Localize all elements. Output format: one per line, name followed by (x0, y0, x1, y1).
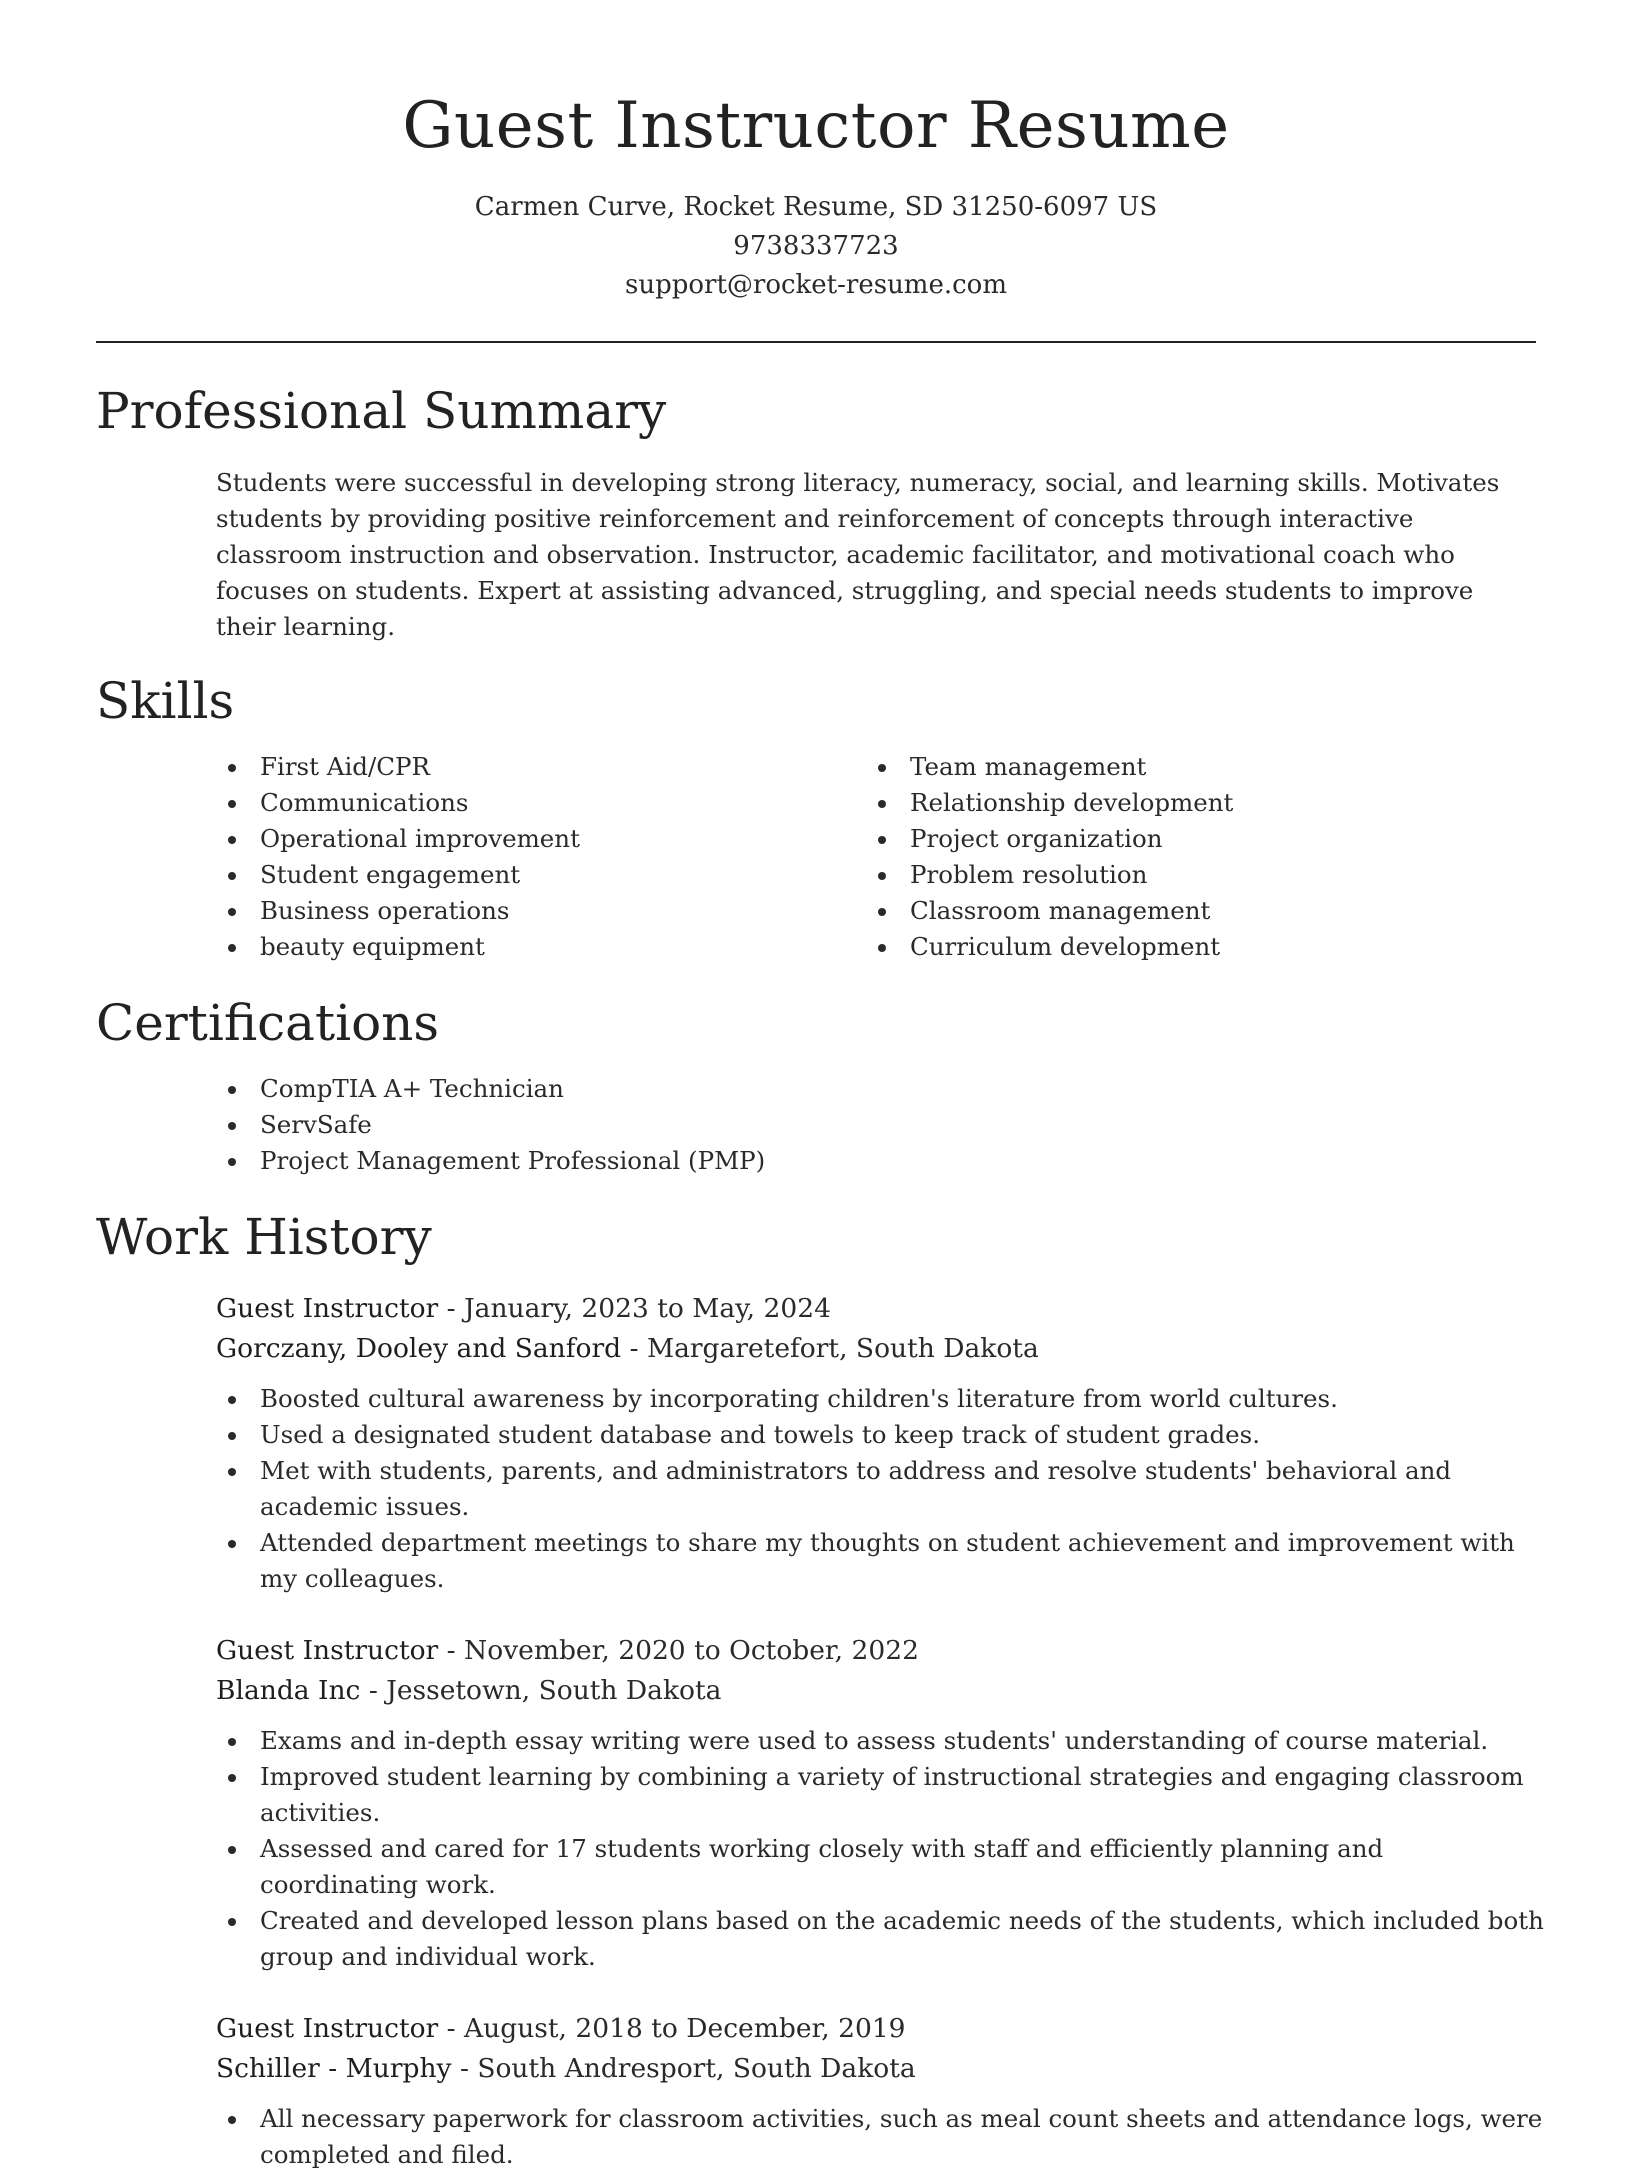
skills-grid (216, 749, 1536, 965)
skill-item: Team management (866, 749, 1516, 785)
job-duties-list (216, 1723, 1546, 1975)
job-duty: Attended department meetings to share my thoughts on student achievement and improvement with my colleagues. (216, 1525, 1546, 1597)
skills-heading: Skills (96, 672, 235, 730)
header-divider (96, 341, 1536, 343)
contact-address: Carmen Curve, Rocket Resume, SD 31250-6097 US (474, 192, 1158, 222)
job-company: Schiller - Murphy (216, 2053, 452, 2084)
skills-column-right (866, 749, 1516, 965)
job-location: Margaretefort, South Dakota (646, 1333, 1039, 1364)
skills-column-left (216, 749, 866, 965)
job-duty: All necessary paperwork for classroom activities, such as meal count sheets and attendance logs, were completed and filed. (216, 2101, 1546, 2173)
job-title-line (216, 1631, 1536, 1671)
skill-item: Communications (216, 785, 866, 821)
contact-email: support@rocket-resume.com (624, 270, 1007, 300)
skill-item: Curriculum development (866, 929, 1516, 965)
skill-item: Classroom management (866, 893, 1516, 929)
contact-phone: 9738337723 (733, 231, 899, 261)
job-duty: Used a designated student database and towels to keep track of student grades. (216, 1417, 1546, 1453)
certifications-list (216, 1071, 1536, 1179)
job-location: Jessetown, South Dakota (386, 1675, 722, 1706)
job-duty: Improved student learning by combining a variety of instructional strategies and engaging classroom activities. (216, 1759, 1546, 1831)
job-separator: - (360, 1675, 387, 1706)
job-title: Guest Instructor (216, 1293, 439, 1324)
job-company-line (216, 1671, 1536, 1711)
job-entry (216, 1289, 1536, 1597)
job-company-line (216, 1329, 1536, 1369)
certification-item: CompTIA A+ Technician (216, 1071, 1536, 1107)
job-separator: - (621, 1333, 647, 1364)
job-dates: January, 2023 to May, 2024 (464, 1293, 831, 1324)
certification-item: ServSafe (216, 1107, 1536, 1143)
job-entry (216, 2009, 1543, 2173)
summary-section (96, 381, 1536, 645)
job-duty: Met with students, parents, and administrators to address and resolve students' behavioral and academic issues. (216, 1453, 1546, 1525)
job-title-line (216, 2009, 1536, 2049)
resume-page (96, 0, 1544, 2169)
summary-heading: Professional Summary (96, 382, 667, 440)
work-history-section (96, 1207, 1544, 2173)
job-duties-list (216, 2101, 1546, 2173)
contact-info (96, 188, 1536, 305)
job-separator: - (438, 2013, 465, 2044)
job-dates: November, 2020 to October, 2022 (464, 1635, 919, 1666)
job-title: Guest Instructor (216, 1635, 439, 1666)
job-entry (216, 1631, 1544, 1975)
skill-item: Student engagement (216, 857, 866, 893)
skill-item: First Aid/CPR (216, 749, 866, 785)
certification-item: Project Management Professional (PMP) (216, 1143, 1536, 1179)
job-duty: Created and developed lesson plans based on the academic needs of the students, which included both group and individual work. (216, 1903, 1546, 1975)
job-duty: Exams and in-depth essay writing were used to assess students' understanding of course material. (216, 1723, 1546, 1759)
job-company: Gorczany, Dooley and Sanford (216, 1333, 622, 1364)
job-separator: - (438, 1635, 465, 1666)
job-location: South Andresport, South Dakota (477, 2053, 916, 2084)
skills-section (96, 671, 1536, 965)
job-dates: August, 2018 to December, 2019 (464, 2013, 906, 2044)
skill-item: Operational improvement (216, 821, 866, 857)
job-title-line (216, 1289, 1536, 1329)
job-title: Guest Instructor (216, 2013, 439, 2044)
job-separator: - (438, 1293, 465, 1324)
job-company: Blanda Inc (216, 1675, 361, 1706)
work-history-heading: Work History (96, 1208, 432, 1266)
job-separator: - (451, 2053, 478, 2084)
summary-text: Students were successful in developing strong literacy, numeracy, social, and learning skills. Motivates students by providing positive reinforcement and reinforcement of concepts through interactive classroom instruction and observation. Instructor, academic facilitator, and motivational coach who focuses on students. Expert at assisting advanced, struggling, and special needs students to improve their learning. (216, 468, 1500, 641)
skill-item: Problem resolution (866, 857, 1516, 893)
skill-item: Project organization (866, 821, 1516, 857)
job-duty: Assessed and cared for 17 students working closely with staff and efficiently planning and coordinating work. (216, 1831, 1546, 1903)
resume-header (96, 0, 1536, 305)
resume-title: Guest Instructor Resume (402, 89, 1230, 163)
skill-item: beauty equipment (216, 929, 866, 965)
job-duty: Boosted cultural awareness by incorporating children's literature from world cultures. (216, 1381, 1546, 1417)
job-company-line (216, 2049, 1536, 2089)
job-duties-list (216, 1381, 1546, 1597)
certifications-section (96, 993, 1536, 1179)
skill-item: Relationship development (866, 785, 1516, 821)
skill-item: Business operations (216, 893, 866, 929)
certifications-heading: Certifications (96, 994, 440, 1052)
